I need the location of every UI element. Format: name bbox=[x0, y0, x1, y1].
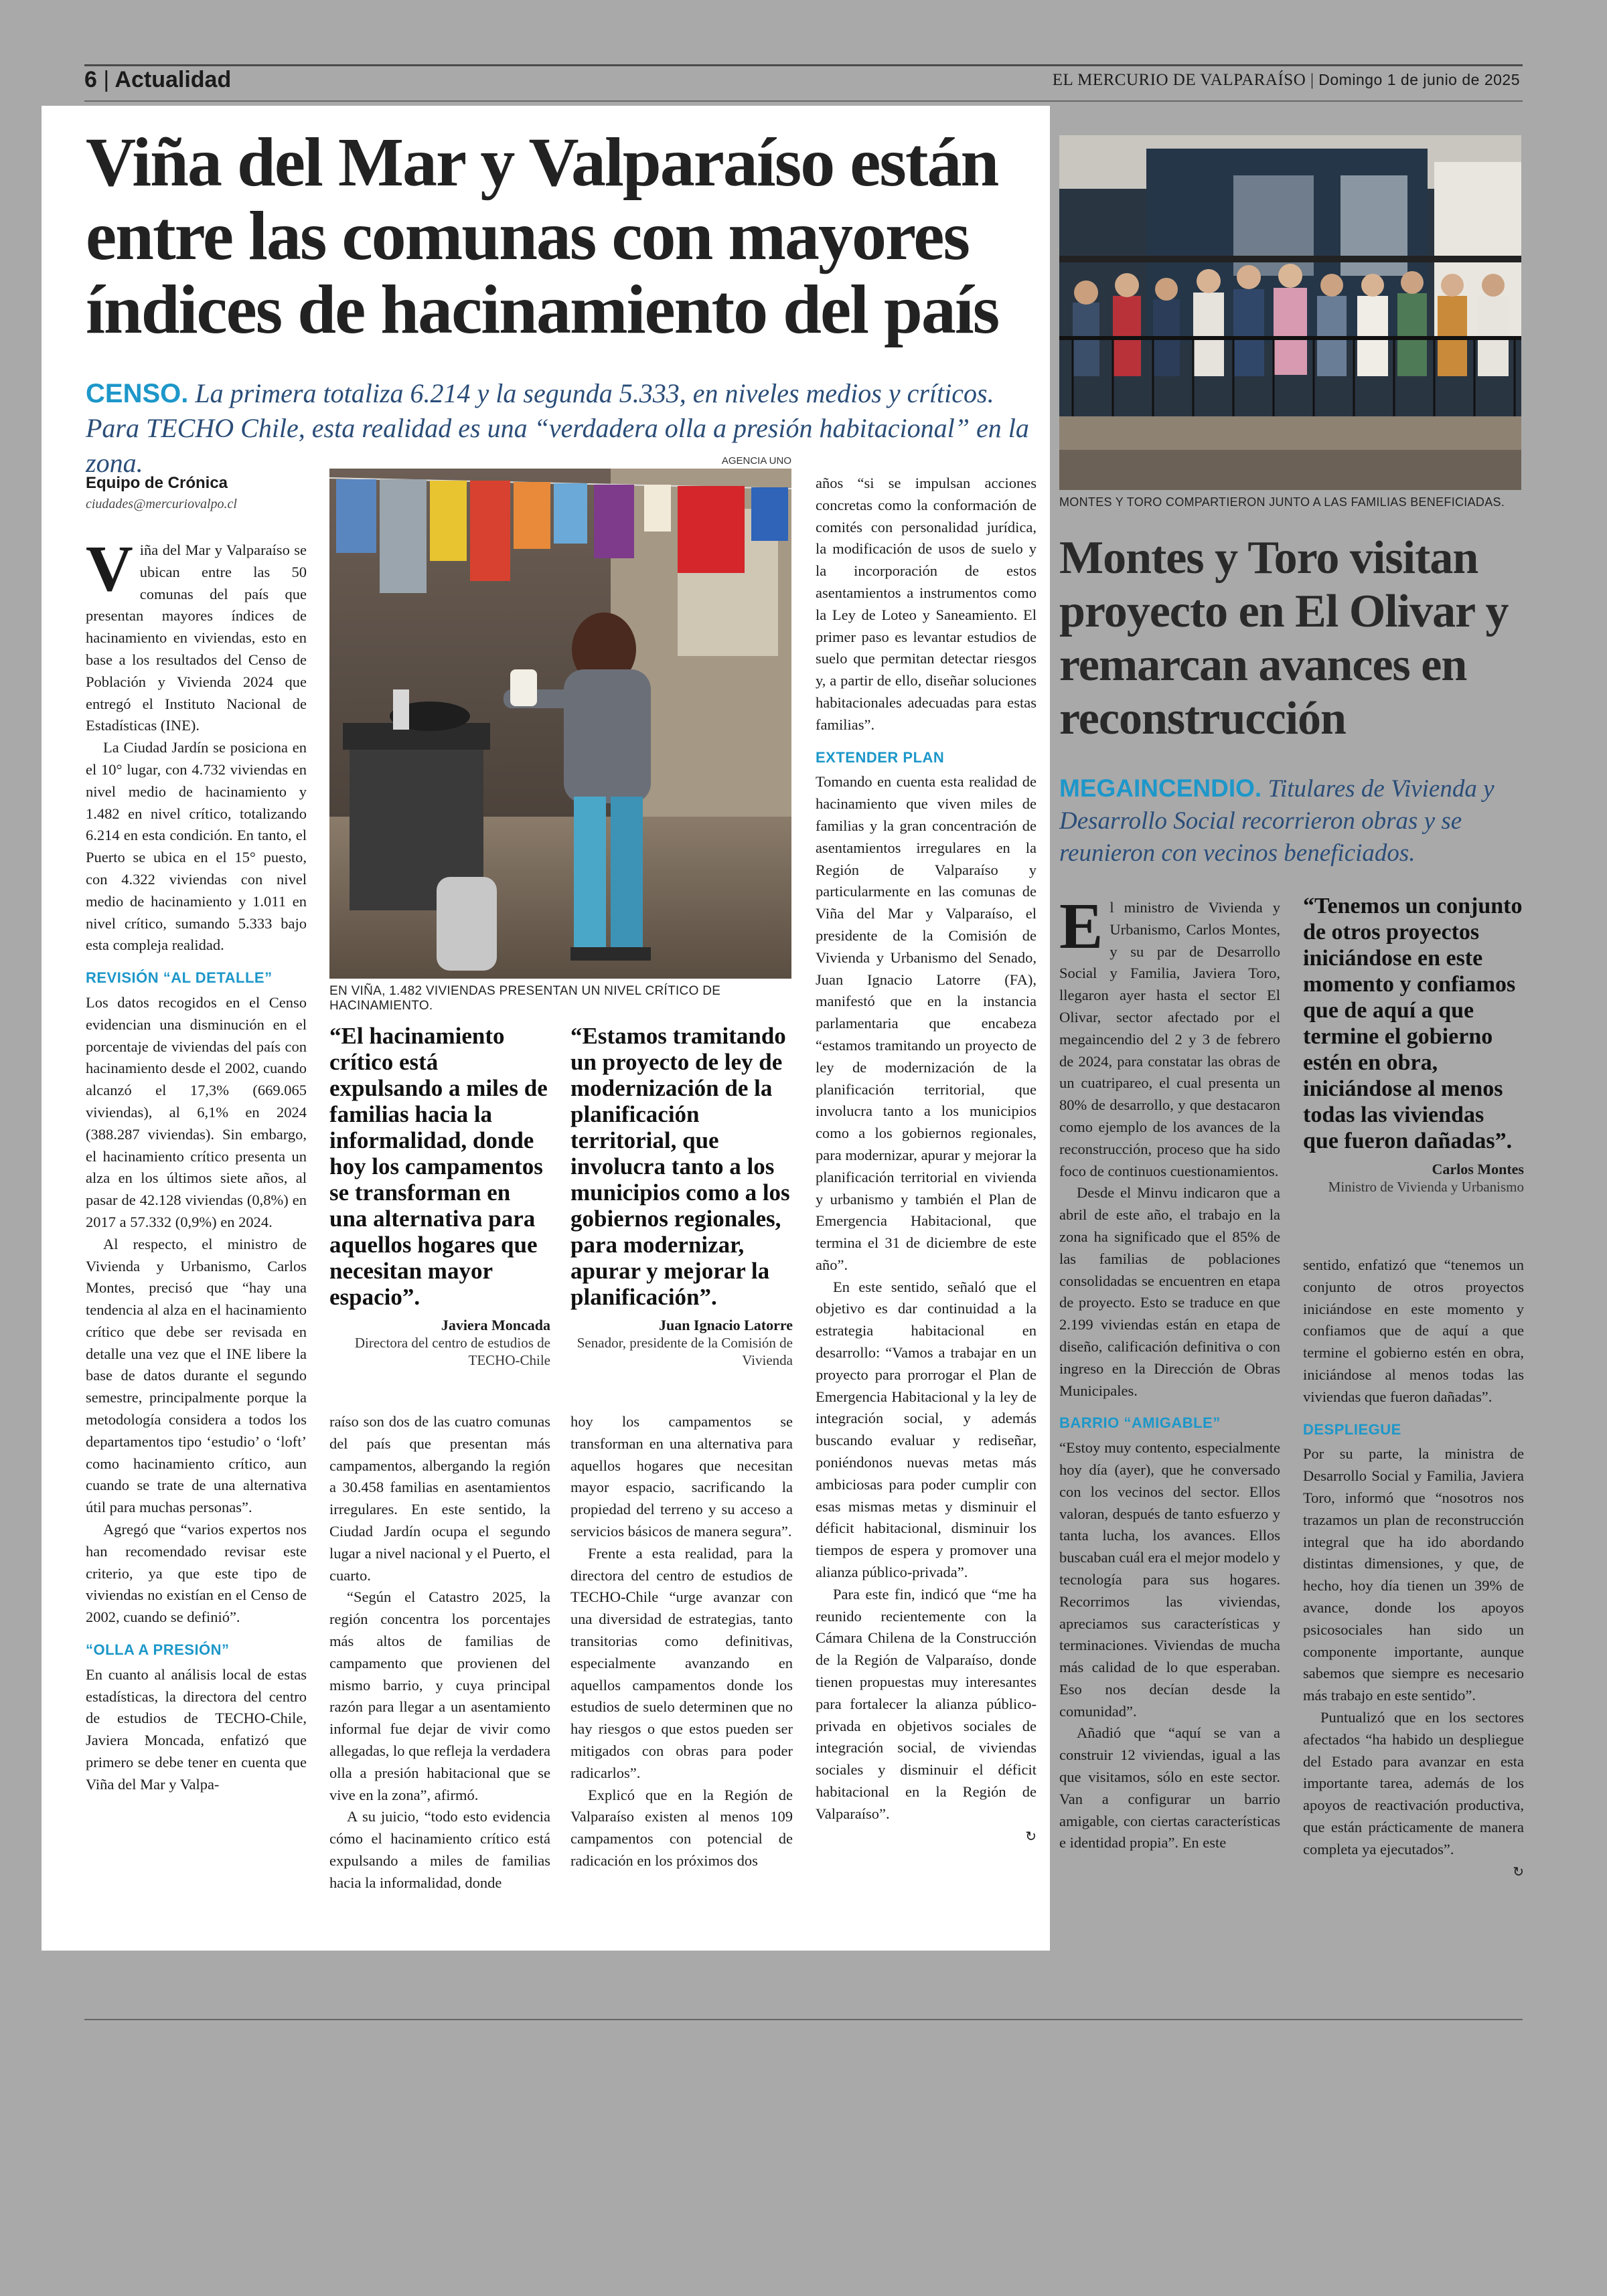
main-headline: Viña del Mar y Valparaíso están entre las comunas con mayores índices de hacinamiento del país bbox=[86, 124, 999, 348]
bottom-rule bbox=[84, 2019, 1523, 2020]
side-column-2 bbox=[1303, 1254, 1524, 1883]
subhead-revision: REVISIÓN “AL DETALLE” bbox=[86, 969, 273, 987]
side-col2-p3: Puntualizó que en los sectores afectados “ha habido un despliegue del Estado para avanzar en esta importante tarea, además de los apoyos de reactivación productiva, que están prácticamente de manera completa ya ejecutados”. bbox=[1303, 1708, 1524, 1858]
top-rule bbox=[84, 64, 1523, 66]
side-kicker: MEGAINCENDIO. bbox=[1059, 774, 1262, 802]
photo-credit: AGENCIA UNO bbox=[721, 455, 791, 467]
quote-moncada-name: Javiera Moncada bbox=[441, 1317, 550, 1333]
dropcap-v: V bbox=[86, 533, 133, 605]
quote-moncada-text: “El hacinamiento crítico está expulsando a miles de familias hacia la informalidad, donde hoy los campamentos se transforman en una alternativa para aquellos hogares que necesitan mayor espacio”. bbox=[329, 1023, 548, 1310]
byline-name: Equipo de Crónica bbox=[86, 474, 228, 492]
main-col3-p3: Explicó que en la Región de Valparaíso existen al menos 109 campamentos con potencial de radicación en los próximos dos bbox=[570, 1786, 793, 1869]
main-col1-p5: Agregó que “varios expertos nos han recomendado revisar este criterio, ya que este tipo de viviendas no existían en el Censo de 2002, cuando se definió”. bbox=[86, 1521, 307, 1626]
subhead-despliegue: DESPLIEGUE bbox=[1303, 1420, 1401, 1438]
main-col2-p1: raíso son dos de las cuatro comunas del país que presentan más campamentos, albergando la región a 30.458 familias en asentamientos irregulares. En este sentido, la Ciudad Jardín ocupa el segundo lugar a nivel nacional y el Puerto, el cuarto. bbox=[329, 1413, 550, 1584]
subhead-olla: “OLLA A PRESIÓN” bbox=[86, 1641, 230, 1659]
main-col1-p2: La Ciudad Jardín se posiciona en el 10° lugar, con 4.732 viviendas en nivel medio de hacinamiento y 1.482 en nivel crítico, totalizando 6.214 en esta condición. En tanto, el Puerto se ubica en el 15° puesto, con 4.322 viviendas con nivel medio de hacinamiento y 1.011 en nivel crítico, sumando 5.333 bajo esta compleja realidad. bbox=[86, 739, 307, 954]
main-kicker: CENSO. bbox=[86, 379, 189, 408]
main-col4-p2: Tomando en cuenta esta realidad de hacinamiento que viven miles de familias y la gran concentración de asentamientos irregulares en la Región de Valparaíso y particularmente en las comunas de Viña del Mar y Valparaíso, el presidente de la Comisión de Vivienda y Urbanismo del Senado, Juan Ignacio Latorre (FA), manifestó que en la instancia parlamentaria que encabeza “estamos tramitando un proyecto de ley de modernización de la planificación territorial, que involucra tanto a los municipios como a los gobiernos regionales, para modernizar, apurar y mejorar la planificación territorial en vivienda y urbanismo y también el Plan de Emergencia Habitacional, que termina el 31 de diciembre de este año”. bbox=[816, 773, 1037, 1273]
main-col1-p6: En cuanto al análisis local de estas estadísticas, la directora del centro de estudios de TECHO-Chile, Javiera Moncada, enfatizó que primero se debe tener en cuenta que Viña del Mar y Valpa- bbox=[86, 1665, 307, 1793]
main-col4-p1: años “si se impulsan acciones concretas como la conformación de comités con personalidad jurídica, la modificación de usos de suelo y la incorporación de estos asentamientos a instrumentos como la Ley de Loteo y Saneamiento. El primer paso es levantar estudios de suelo que permitan detectar riesgos y, a partir de ello, diseñar soluciones habitacionales adecuadas para estas familias”. bbox=[816, 475, 1037, 733]
end-mark-icon: ↻ bbox=[1025, 1829, 1037, 1844]
main-photo bbox=[329, 469, 791, 979]
folio: EL MERCURIO DE VALPARAÍSO | Domingo 1 de junio de 2025 bbox=[1052, 71, 1520, 89]
side-col1-p4: Añadió que “aquí se van a construir 12 viviendas, igual a las que visitamos, sólo en este sector. Van a configurar un barrio amigable, con ciertas características e identidad propia”. En este bbox=[1059, 1724, 1280, 1852]
byline bbox=[86, 474, 307, 512]
quote-latorre-role: Senador, presidente de la Comisión de Vivienda bbox=[577, 1335, 793, 1368]
side-photo-caption: MONTES Y TORO COMPARTIERON JUNTO A LAS FAMILIAS BENEFICIADAS. bbox=[1059, 495, 1505, 509]
section-separator: | bbox=[103, 67, 110, 92]
page-number: 6 bbox=[84, 67, 97, 92]
quote-montes-text: “Tenemos un conjunto de otros proyectos iniciándose en este momento y confiamos que de aquí a que termine el gobierno estén en obra, iniciándose al menos todas las viviendas que fueron dañadas”. bbox=[1303, 894, 1523, 1153]
group-on-balcony-image bbox=[1059, 135, 1521, 490]
side-col2-p1: sentido, enfatizó que “tenemos un conjunto de otros proyectos iniciándose en este momento y confiamos que de aquí a que termine el gobierno estén en obra, iniciándose al menos todas las viviendas que fueron dañadas”. bbox=[1303, 1256, 1524, 1405]
end-mark-icon-2: ↻ bbox=[1513, 1864, 1524, 1880]
side-col1-p1: El ministro de Vivienda y Urbanismo, Carlos Montes, y su par de Desarrollo Social y Familia, Javiera Toro, llegaron ayer hasta el sector El Olivar, sector afectado por el megaincendio del 2 y 3 de febrero de 2024, para constatar las obras de un cuatripareo, el cual presenta un 80% de desarrollo, y que destacaron como ejemplo de los avances de la reconstrucción, proceso que ha sido foco de continuos cuestionamientos. bbox=[1059, 890, 1280, 1179]
main-col4-p4: Para este fin, indicó que “me ha reunido recientemente con la Cámara Chilena de la Construcción de la Región de Valparaíso, donde tienen propuestas muy interesantes para fortalecer la alianza público-privada en objetivos sociales de integración social, de viviendas sociales y disminuir el déficit habitacional en la Región de Valparaíso”. bbox=[816, 1585, 1037, 1822]
main-photo-caption: EN VIÑA, 1.482 VIVIENDAS PRESENTAN UN NIVEL CRÍTICO DE HACINAMIENTO. bbox=[329, 984, 721, 1013]
side-col2-p2: Por su parte, la ministra de Desarrollo Social y Familia, Javiera Toro, informó que “nosotros nos trazamos un plan de reconstrucción integral que ha ido abordando distintas dimensiones, y que, de hecho, hoy día tienen un 39% de avance, donde los apoyos psicosociales han sido un componente importante, aunque sabemos que siempre es necesario más trabajo en este sentido”. bbox=[1303, 1445, 1524, 1704]
main-col4-p3: En este sentido, señaló que el objetivo es dar continuidad a la estrategia habitacional en desarrollo: “Vamos a trabajar en un proyecto para prorrogar el Plan de Emergencia Habitacional y la ley de integración social, y además buscando evaluar y rediseñar, poniéndonos nuevas metas más ambiciosas para poder cumplir con esas mismas metas y disminuir el déficit habitacional, disminuir los tiempos de espera y promover una alianza público-privada”. bbox=[816, 1278, 1037, 1581]
top-rule-2 bbox=[84, 100, 1523, 102]
subhead-barrio: BARRIO “AMIGABLE” bbox=[1059, 1414, 1221, 1432]
quote-montes-name: Carlos Montes bbox=[1432, 1161, 1524, 1177]
subhead-extender: EXTENDER PLAN bbox=[816, 748, 945, 766]
main-column-1 bbox=[86, 533, 307, 1796]
quote-latorre-name: Juan Ignacio Latorre bbox=[658, 1317, 793, 1333]
main-col1-p3: Los datos recogidos en el Censo evidencian una disminución en el porcentaje de viviendas del país con hacinamiento desde el 2002, cuando alcanzó el 17,3% (669.065 viviendas), al 6,1% en 2024 (388.287 viviendas). Sin embargo, el hacinamiento crítico presenta un alza en los últimos siete años, al pasar de 42.128 viviendas (0,8%) en 2017 a 57.332 (0,9%) en 2024. bbox=[86, 993, 307, 1230]
quote-moncada-role: Directora del centro de estudios de TECHO-Chile bbox=[354, 1335, 550, 1368]
main-column-2 bbox=[329, 1411, 550, 1894]
main-col1-p4: Al respecto, el ministro de Vivienda y Urbanismo, Carlos Montes, precisó que “hay una tendencia al alza en el hacinamiento crítico que debe ser revisada en detalle una vez que el INE libere la base de datos durante el segundo semestre, principalmente porque la metodología considera a todos los departamentos tipo ‘estudio’ o ‘loft’ como hacinamiento crítico, aun cuando se trate de una alternativa útil para muchas personas”. bbox=[86, 1235, 307, 1516]
main-col1-p1: Viña del Mar y Valparaíso se ubican entre las 50 comunas del país que presentan mayores índices de hacinamiento en viviendas, esto en base a los resultados del Censo de Población y Vivienda 2024 que entregó el Instituto Nacional de Estadísticas (INE). bbox=[86, 533, 307, 734]
side-column-1 bbox=[1059, 890, 1280, 1854]
main-col3-p2: Frente a esta realidad, para la directora del centro de estudios de TECHO-Chile “urge avanzar con una diversidad de estrategias, tanto transitorias como definitivas, especialmente avanzando en aquellos campamentos donde los estudios de suelo determinen que no hay riesgos o que estos pueden ser mitigados con obras para poder radicarlos”. bbox=[570, 1544, 793, 1781]
main-column-4 bbox=[816, 473, 1037, 1848]
main-col2-p2: “Según el Catastro 2025, la región concentra los porcentajes más altos de familias de campamento que provienen del mismo barrio, y cuya principal razón para llegar a un asentamiento informal fue dejar de vivir como allegadas, lo que refleja la verdadera olla a presión habitacional que se vive en la zona”, afirmó. bbox=[329, 1588, 550, 1803]
pull-quote-latorre bbox=[570, 1023, 793, 1369]
main-col2-p3: A su juicio, “todo esto evidencia cómo el hacinamiento crítico está expulsando a miles de familias hacia la informalidad, donde bbox=[329, 1808, 550, 1891]
side-col1-p2: Desde el Minvu indicaron que a abril de este año, el trabajo en la zona ha significado que el 85% de las familias de poblaciones consolidadas se encuentren en etapa de proyecto. Esto se traduce en que 2.199 viviendas están en etapa de diseño, calificación definitiva o con ingreso en la Dirección de Obras Municipales. bbox=[1059, 1184, 1280, 1399]
side-col1-p3: “Estoy muy contento, especialmente hoy día (ayer), que he conversado con los vecinos del sector. Ellos valoran, después de tanto esfuerzo y tanta lucha, los avances. Ellos buscaban cuál era el mejor modelo y tecnología para sus hogares. Recorrimos las viviendas, apreciamos sus características y terminaciones. Viviendas de mucha más calidad de lo que esperaban. Eso nos decían desde la comunidad”. bbox=[1059, 1439, 1280, 1720]
newspaper-name: EL MERCURIO DE VALPARAÍSO bbox=[1052, 71, 1306, 89]
byline-email: ciudades@mercuriovalpo.cl bbox=[86, 497, 237, 511]
pull-quote-montes bbox=[1303, 893, 1524, 1196]
laundry-scene-image bbox=[329, 469, 791, 979]
dropcap-e: E bbox=[1059, 890, 1103, 963]
quote-montes-role: Ministro de Vivienda y Urbanismo bbox=[1328, 1179, 1524, 1195]
side-headline: Montes y Toro visitan proyecto en El Olivar y remarcan avances en reconstrucción bbox=[1059, 532, 1509, 744]
issue-date: Domingo 1 de junio de 2025 bbox=[1318, 71, 1520, 88]
main-col3-p1: hoy los campamentos se transforman en una alternativa para aquellos hogares que necesitan mayor espacio, sacrificando la propiedad del terreno y su acceso a servicios básicos de manera segura”. bbox=[570, 1413, 793, 1540]
section-label bbox=[84, 67, 231, 93]
main-column-3 bbox=[570, 1411, 793, 1872]
section-name: Actualidad bbox=[114, 67, 232, 92]
quote-latorre-text: “Estamos tramitando un proyecto de ley de modernización de la planificación territorial, que involucra tanto a los municipios como a los gobiernos regionales, para modernizar, apurar y mejorar la planificación”. bbox=[570, 1023, 790, 1310]
side-deck-text: Titulares de Vivienda y Desarrollo Social recorrieron obras y se reunieron con vecinos beneficiados. bbox=[1059, 775, 1495, 867]
side-photo bbox=[1059, 135, 1521, 490]
side-deck bbox=[1059, 772, 1528, 870]
pull-quote-moncada bbox=[329, 1023, 550, 1369]
main-deck-text: La primera totaliza 6.214 y la segunda 5.333, en niveles medios y críticos. Para TECHO Chile, esta realidad es una “verdadera olla a presión habitacional” en la zona. bbox=[86, 378, 1029, 478]
